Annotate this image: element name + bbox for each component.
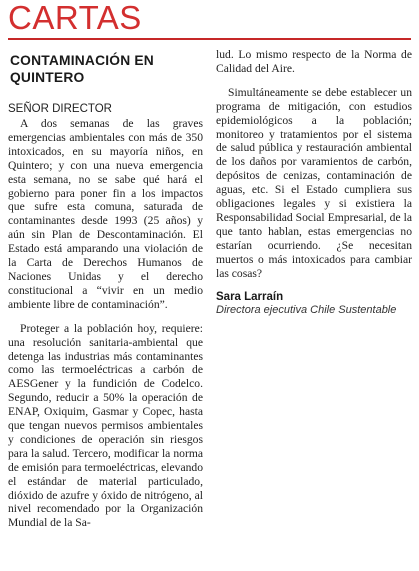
letter-paragraph-2: Proteger a la población hoy, requiere: una resolución sanitaria-ambiental que detenga las industrias más contaminantes como las termoeléctricas a carbón de AESGener y la fundición de Codelco. Segundo, reducir a 50% la operación de ENAP, Oxiquim, Gasmar y Copec, hasta que tengan nuevos permisos ambientales y condiciones de operación sin riesgos para la salud. Tercero, modificar la norma de emisión para termoeléctricas, elevando el estándar de material particulado, dióxido de azufre y óxido de nitrógeno, al nivel recomendado por la Organización Mundial de la Sa- bbox=[8, 321, 203, 530]
letter-column-left bbox=[8, 48, 203, 530]
letter-column-right bbox=[216, 48, 412, 317]
signature-name: Sara Larraín bbox=[216, 290, 284, 303]
signature-role: Directora ejecutiva Chile Sustentable bbox=[216, 303, 397, 316]
letter-headline: CONTAMINACIÓN EN QUINTERO bbox=[10, 53, 154, 85]
section-title: CARTAS bbox=[8, 0, 142, 36]
letter-paragraph-1: A dos semanas de las graves emergencias ambientales con más de 350 intoxicados, en su mayoría niños, en Quintero; y con una nueva emergencia esta semana, no se sabe qué hará el gobierno para poner fin a los impactos que sufre esta comuna, saturada de contaminantes desde 1993 (25 años) y aún sin Plan de Descontaminación. El Estado está amparando una violación de la Carta de Derechos Humanos de Naciones Unidas y el derecho constitucional a “vivir en un medio ambiente libre de contaminación”. bbox=[8, 117, 203, 311]
letter-paragraph-2-continued: lud. Lo mismo respecto de la Norma de Calidad del Aire. bbox=[216, 48, 412, 75]
section-divider bbox=[8, 38, 411, 40]
letter-paragraph-3: Simultáneamente se debe establecer un programa de mitigación, con estudios epidemiológicos a la población; monitoreo y tratamientos por el sistema de salud pública y restauración ambiental de los daños por varamientos de carbón, depósitos de cenizas, contaminación de aguas, etc. Si el Estado cumpliera sus obligaciones legales y si existiera la Responsabilidad Social Empresarial, de la que tanto hablan, estas emergencias no estarían ocurriendo. ¿Se necesitan muertos o más intoxicados para cambiar las cosas? bbox=[216, 85, 412, 280]
letter-salutation: SEÑOR DIRECTOR bbox=[8, 103, 112, 115]
